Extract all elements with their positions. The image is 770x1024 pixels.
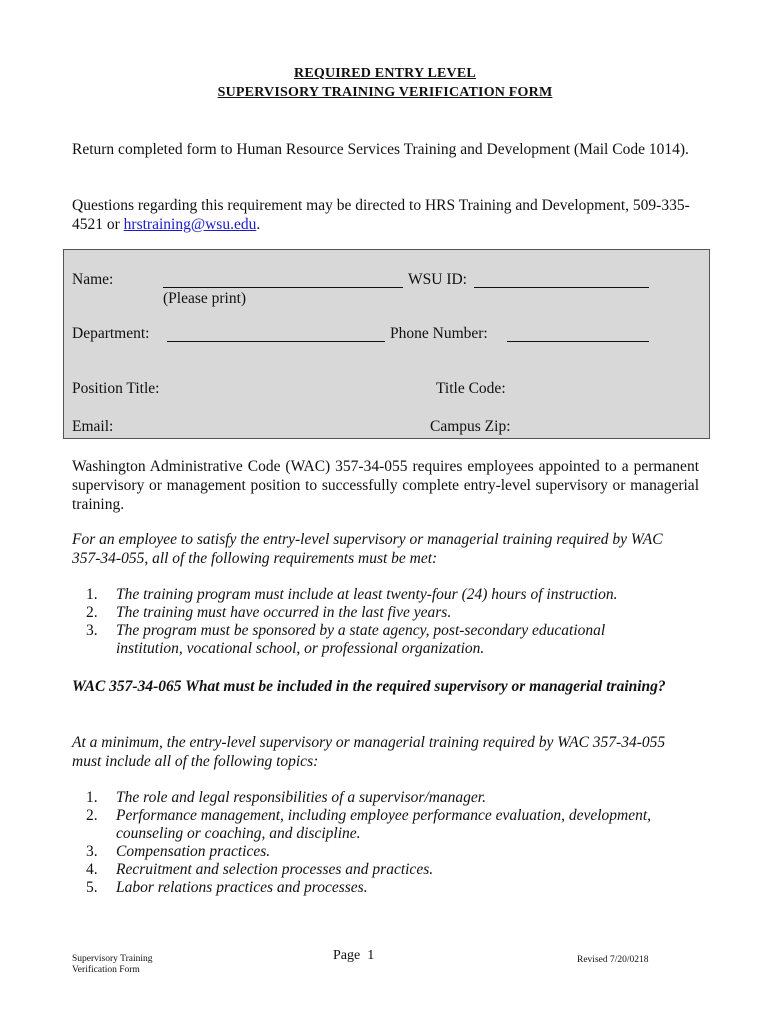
- page-number: 1: [367, 948, 375, 963]
- name-label: Name:: [72, 271, 114, 288]
- topics-list: [72, 789, 672, 897]
- wac-paragraph: Washington Administrative Code (WAC) 357-34-055 requires employees appointed to a permanent supervisory or management position to successfully complete entry-level supervisory or managerial training.: [72, 458, 699, 513]
- phone-number-label: Phone Number:: [390, 325, 488, 342]
- list-item: 3. The program must be sponsored by a state agency, post-secondary educational institution, vocational school, or professional organization.: [86, 622, 606, 657]
- list-item: 2. The training must have occurred in the last five years.: [86, 604, 452, 621]
- questions-instructions: [72, 196, 702, 234]
- topics-heading: WAC 357-34-065 What must be included in the required supervisory or managerial training?: [72, 678, 666, 695]
- form-title-line1: REQUIRED ENTRY LEVEL: [294, 66, 476, 81]
- department-field[interactable]: [167, 341, 385, 342]
- footer-form-name: [72, 954, 192, 976]
- campus-zip-label: Campus Zip:: [430, 418, 511, 435]
- phone-number-field[interactable]: [507, 341, 649, 342]
- list-item: 2. Performance management, including employee performance evaluation, development, counseling or coaching, and discipline.: [86, 807, 652, 842]
- wsu-id-field[interactable]: [474, 287, 649, 288]
- footer-page-number: [333, 950, 374, 961]
- email-label: Email:: [72, 418, 114, 435]
- wsu-id-label: WSU ID:: [408, 271, 467, 288]
- footer-form-name-line2: Verification Form: [72, 965, 140, 975]
- footer-revised-date: Revised 7/20/0218: [577, 955, 649, 965]
- page-label: Page: [333, 948, 361, 963]
- list-item: 1. The training program must include at least twenty-four (24) hours of instruction.: [86, 586, 618, 603]
- employee-info-box: [63, 249, 710, 439]
- email-link[interactable]: hrstraining@wsu.edu: [123, 216, 257, 233]
- please-print-note: (Please print): [163, 290, 247, 307]
- questions-end: .: [256, 216, 261, 233]
- name-field[interactable]: [163, 287, 403, 288]
- return-instructions: Return completed form to Human Resource Services Training and Development (Mail Code 1014).: [72, 141, 689, 158]
- requirements-list: [72, 586, 672, 658]
- position-title-label: Position Title:: [72, 380, 160, 397]
- list-item: 3. Compensation practices.: [86, 843, 271, 860]
- topics-intro: At a minimum, the entry-level supervisory or managerial training required by WAC 357-34-055 must include all of the following topics:: [72, 734, 666, 770]
- list-item: 5. Labor relations practices and processes.: [86, 879, 368, 896]
- title-code-label: Title Code:: [436, 380, 506, 397]
- form-title-line2: SUPERVISORY TRAINING VERIFICATION FORM: [217, 85, 553, 100]
- department-label: Department:: [72, 325, 150, 342]
- footer-form-name-line1: Supervisory Training: [72, 954, 153, 964]
- list-item: 4. Recruitment and selection processes and practices.: [86, 861, 434, 878]
- requirements-intro: For an employee to satisfy the entry-level supervisory or managerial training required by WAC 357-34-055, all of the following requirements must be met:: [72, 531, 663, 567]
- list-item: 1. The role and legal responsibilities of a supervisor/manager.: [86, 789, 486, 806]
- questions-text: Questions regarding this requirement may be directed to HRS Training and Development, 509-335-4521 or: [72, 197, 690, 233]
